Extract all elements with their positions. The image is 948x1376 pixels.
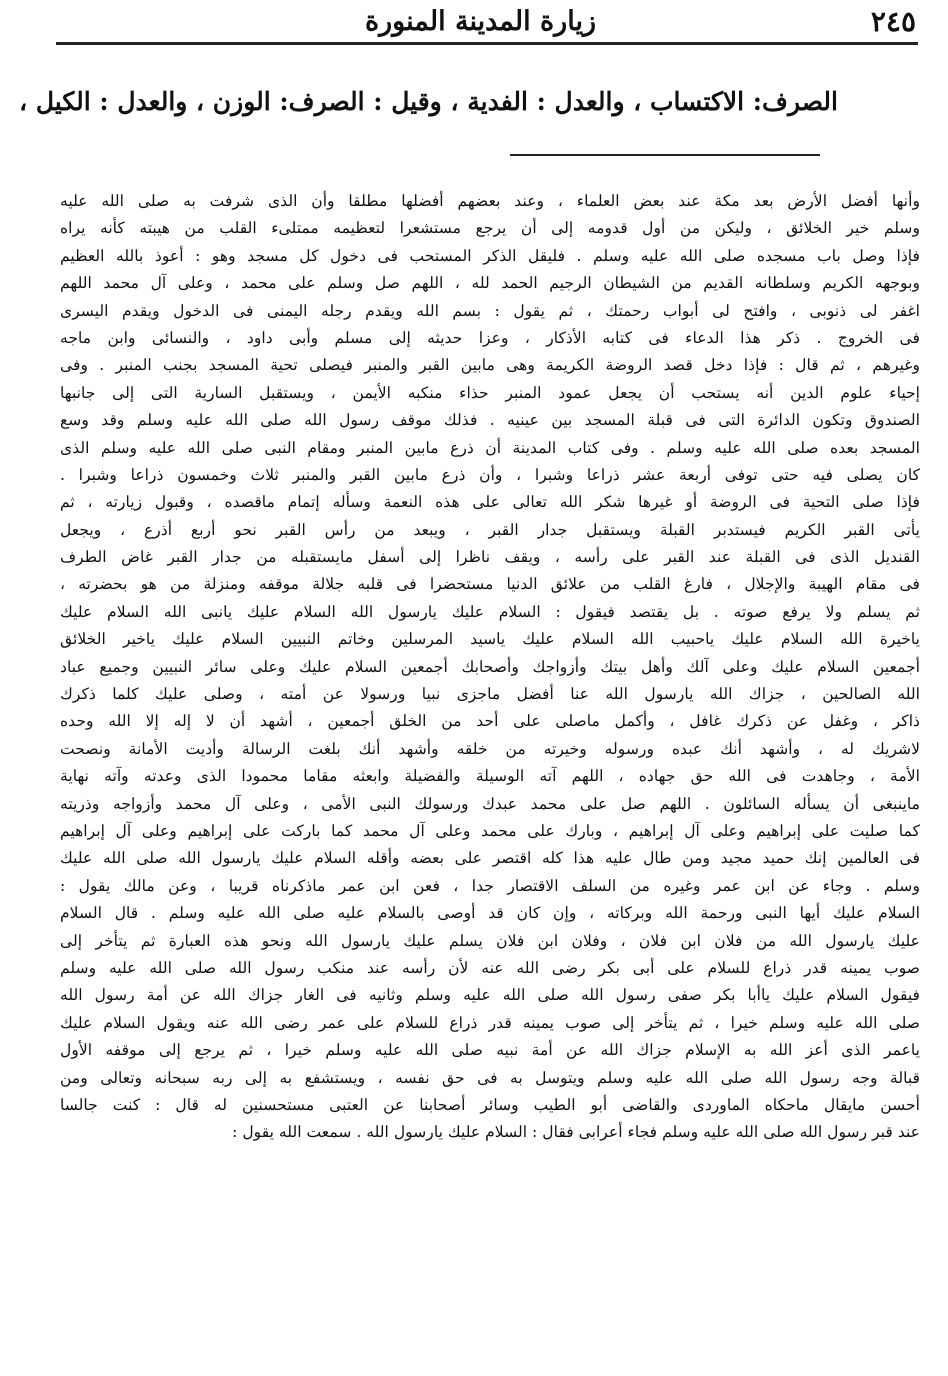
body-line: الله الصالحين ، جزاك الله يارسول الله عنا أفضل ماجزى نبيا ورسولا عن أمته ، وصلى عليك كلما ذكرك bbox=[60, 685, 920, 704]
body-line: فى العالمين إنك حميد مجيد ومن طال عليه هذا كله اقتصر على بعضه وأقله السلام عليك يارسول الله صلى الله عليك bbox=[60, 849, 920, 868]
body-line: قبالة وجه رسول الله صلى الله عليه وسلم ويتوسل به فى حق نفسه ، ويستشفع به إلى ربه سبحانه وتعالى ومن bbox=[60, 1068, 920, 1087]
body-line: صلى الله عليه وسلم خيرا ، ثم يتأخر إلى صوب يمينه قدر ذراع للسلام على عمر رضى الله عنه ويقول السلام عليك bbox=[60, 1013, 920, 1032]
body-line: إحياء علوم الدين أنه يستحب أن يجعل عمود المنبر حذاء منكبه الأيمن ، ويستقبل السارية التى إلى جانبها bbox=[60, 383, 920, 402]
running-title: زيارة المدينة المنورة bbox=[364, 6, 596, 37]
body-line: الأمة ، وجاهدت فى الله حق جهاده ، اللهم آته الوسيلة والفضيلة وابعثه مقاما محمودا الذى وعدته وآته نهاية bbox=[60, 767, 920, 786]
body-line: الصندوق وتكون الدائرة التى فى قبلة المسجد بين عينيه . فذلك موقف رسول الله صلى الله عليه وسلم وقد وسع bbox=[60, 411, 920, 430]
body-line: وبوجهه الكريم وسلطانه القديم من الشيطان الرجيم الحمد لله ، اللهم صل وسلم على محمد ، وعلى آل محمد اللهم bbox=[60, 274, 920, 293]
body-line: القنديل الذى فى القبلة عند القبر على رأسه ، ويقف ناظرا إلى أسفل مايستقبله من جدار القبر غاض الطرف bbox=[60, 548, 920, 567]
body-line: ياخيرة الله السلام عليك ياحبيب الله السلام عليك ياسيد المرسلين وخاتم النبيين السلام عليك ياخير الخلائق bbox=[60, 630, 920, 649]
body-line: وغيرهم ، ثم قال : فإذا دخل قصد الروضة الكريمة وهى مابين القبر والمنبر فيصلى تحية المسجد بجنب المنبر . وفى bbox=[60, 356, 920, 375]
body-line: فى مقام الهيبة والإجلال ، فارغ القلب من علائق الدنيا مستحضرا فى قلبه جلالة موقفه ومنزلة من هو بحضرته ، bbox=[60, 575, 920, 594]
body-line: فيقول السلام عليك ياأبا بكر صفى رسول الله صلى الله عليه وسلم وثانيه فى الغار جزاك الله عن أمة رسول الله bbox=[60, 986, 920, 1005]
body-line: وأنها أفضل الأرض بعد مكة عند بعض العلماء ، وعند بعضهم أفضلها مطلقا وأن الذى شرفت به صلى الله عليه bbox=[60, 192, 920, 210]
body-line: فإذا وصل باب مسجده صلى الله عليه وسلم . فليقل الذكر المستحب فى دخول كل مسجد وهو : أعوذ بالله العظيم bbox=[60, 246, 920, 265]
header-rule bbox=[56, 42, 918, 45]
body-text bbox=[60, 188, 920, 1147]
heading-line: الصرف: الاكتساب ، والعدل : الفدية ، وقيل : الصرف: الوزن ، والعدل : الكيل ، bbox=[19, 87, 838, 116]
body-line: كما صليت على إبراهيم وعلى آل إبراهيم ، وبارك على محمد وعلى آل محمد كما باركت على إبراهيم وعلى آل إبراهيم bbox=[60, 821, 920, 840]
page-number: ٢٤٥ bbox=[870, 5, 916, 38]
body-line: ياعمر الذى أعز الله به الإسلام جزاك الله عن أمة نبيه صلى الله عليه وسلم خيرا ، ثم يرجع إلى موقفه الأول bbox=[60, 1041, 920, 1060]
body-line: المسجد بعده صلى الله عليه وسلم . وفى كتاب المدينة أن ذرع مابين المنبر ومقام النبى صلى الله عليه وسلم الذى bbox=[60, 438, 920, 457]
body-line: كان يصلى فيه حتى توفى أربعة عشر ذراعا وشبرا ، وأن ذرع مابين القبر والمنبر ثلاث وخمسون ذراعا وشبرا . bbox=[60, 465, 920, 484]
page-header bbox=[56, 4, 916, 40]
body-line: عليك يارسول الله من فلان ابن فلان ، وفلان ابن فلان يسلم عليك يارسول الله ونحو هذه العبارة ثم يتأخر إلى bbox=[60, 931, 920, 950]
section-divider bbox=[510, 154, 820, 156]
body-line: صوب يمينه قدر ذراع للسلام على أبى بكر رضى الله عنه لأن رأسه عند منكب رسول الله صلى الله عليه وسلم bbox=[60, 958, 920, 977]
body-line: أجمعين السلام عليك وعلى آلك وأهل بيتك وأزواجك وأصحابك أجمعين السلام عليك وعلى سائر النبيين وجميع عباد bbox=[60, 657, 920, 676]
body-line: ماينبغى أن يسأله السائلون . اللهم صل على محمد عبدك ورسولك النبى الأمى ، وعلى آل محمد وأزواجه وذريته bbox=[60, 794, 920, 813]
body-line: أحسن مايقال ماحكاه الماوردى والقاضى أبو الطيب وسائر أصحابنا عن العتبى مستحسنين له قال : كنت جالسا bbox=[60, 1095, 920, 1114]
body-line: وسلم . وجاء عن ابن عمر وغيره من السلف الاقتصار جدا ، فعن ابن عمر ماذكرناه قريبا ، وعن مالك يقول : bbox=[60, 876, 920, 895]
body-line: السلام عليك أيها النبى ورحمة الله وبركاته ، وإن كان قد أوصى بالسلام عليه صلى الله عليه وسلم . قال السلام bbox=[60, 904, 920, 923]
body-line: وسلم خير الخلائق ، وليكن من أول قدومه إلى أن يرجع مستشعرا لتعظيمه ممتلىء القلب من هيبته كأنه يراه bbox=[60, 219, 920, 238]
body-line: عند قبر رسول الله صلى الله عليه وسلم فجاء أعرابى فقال : السلام عليك يارسول الله . سمعت الله يقول : bbox=[232, 1123, 920, 1142]
body-line: فى الخروج . ذكر هذا الدعاء فى كتابه الأذكار ، وعزا حديثه إلى مسلم وأبى داود ، والنسائى وابن ماجه bbox=[60, 328, 920, 347]
body-line: فإذا صلى التحية فى الروضة أو غيرها شكر الله تعالى على هذه النعمة وسأله إتمام ماقصده ، وقبول زيارته ، ثم bbox=[60, 493, 920, 512]
body-line: ثم يسلم ولا يرفع صوته . بل يقتصد فيقول : السلام عليك يارسول الله السلام عليك يانبى الله السلام عليك bbox=[60, 602, 920, 621]
body-line: اغفر لى ذنوبى ، وافتح لى أبواب رحمتك ، ثم يقول : بسم الله ويقدم رجله اليمنى فى الدخول ويقدم اليسرى bbox=[60, 301, 920, 320]
body-line: يأتى القبر الكريم فيستدبر القبلة ويستقبل جدار القبر ، ويبعد من رأس القبر نحو أربع أذرع ، ويجعل bbox=[60, 520, 920, 539]
body-line: لاشريك له ، وأشهد أنك عبده ورسوله وخيرته من خلقه وأشهد أنك بلغت الرسالة وأديت الأمانة ونصحت bbox=[60, 739, 920, 758]
body-line: ذاكر ، وغفل عن ذكرك غافل ، وأكمل ماصلى على أحد من الخلق أجمعين ، أشهد أن لا إله إلا الله وحده bbox=[60, 712, 920, 731]
